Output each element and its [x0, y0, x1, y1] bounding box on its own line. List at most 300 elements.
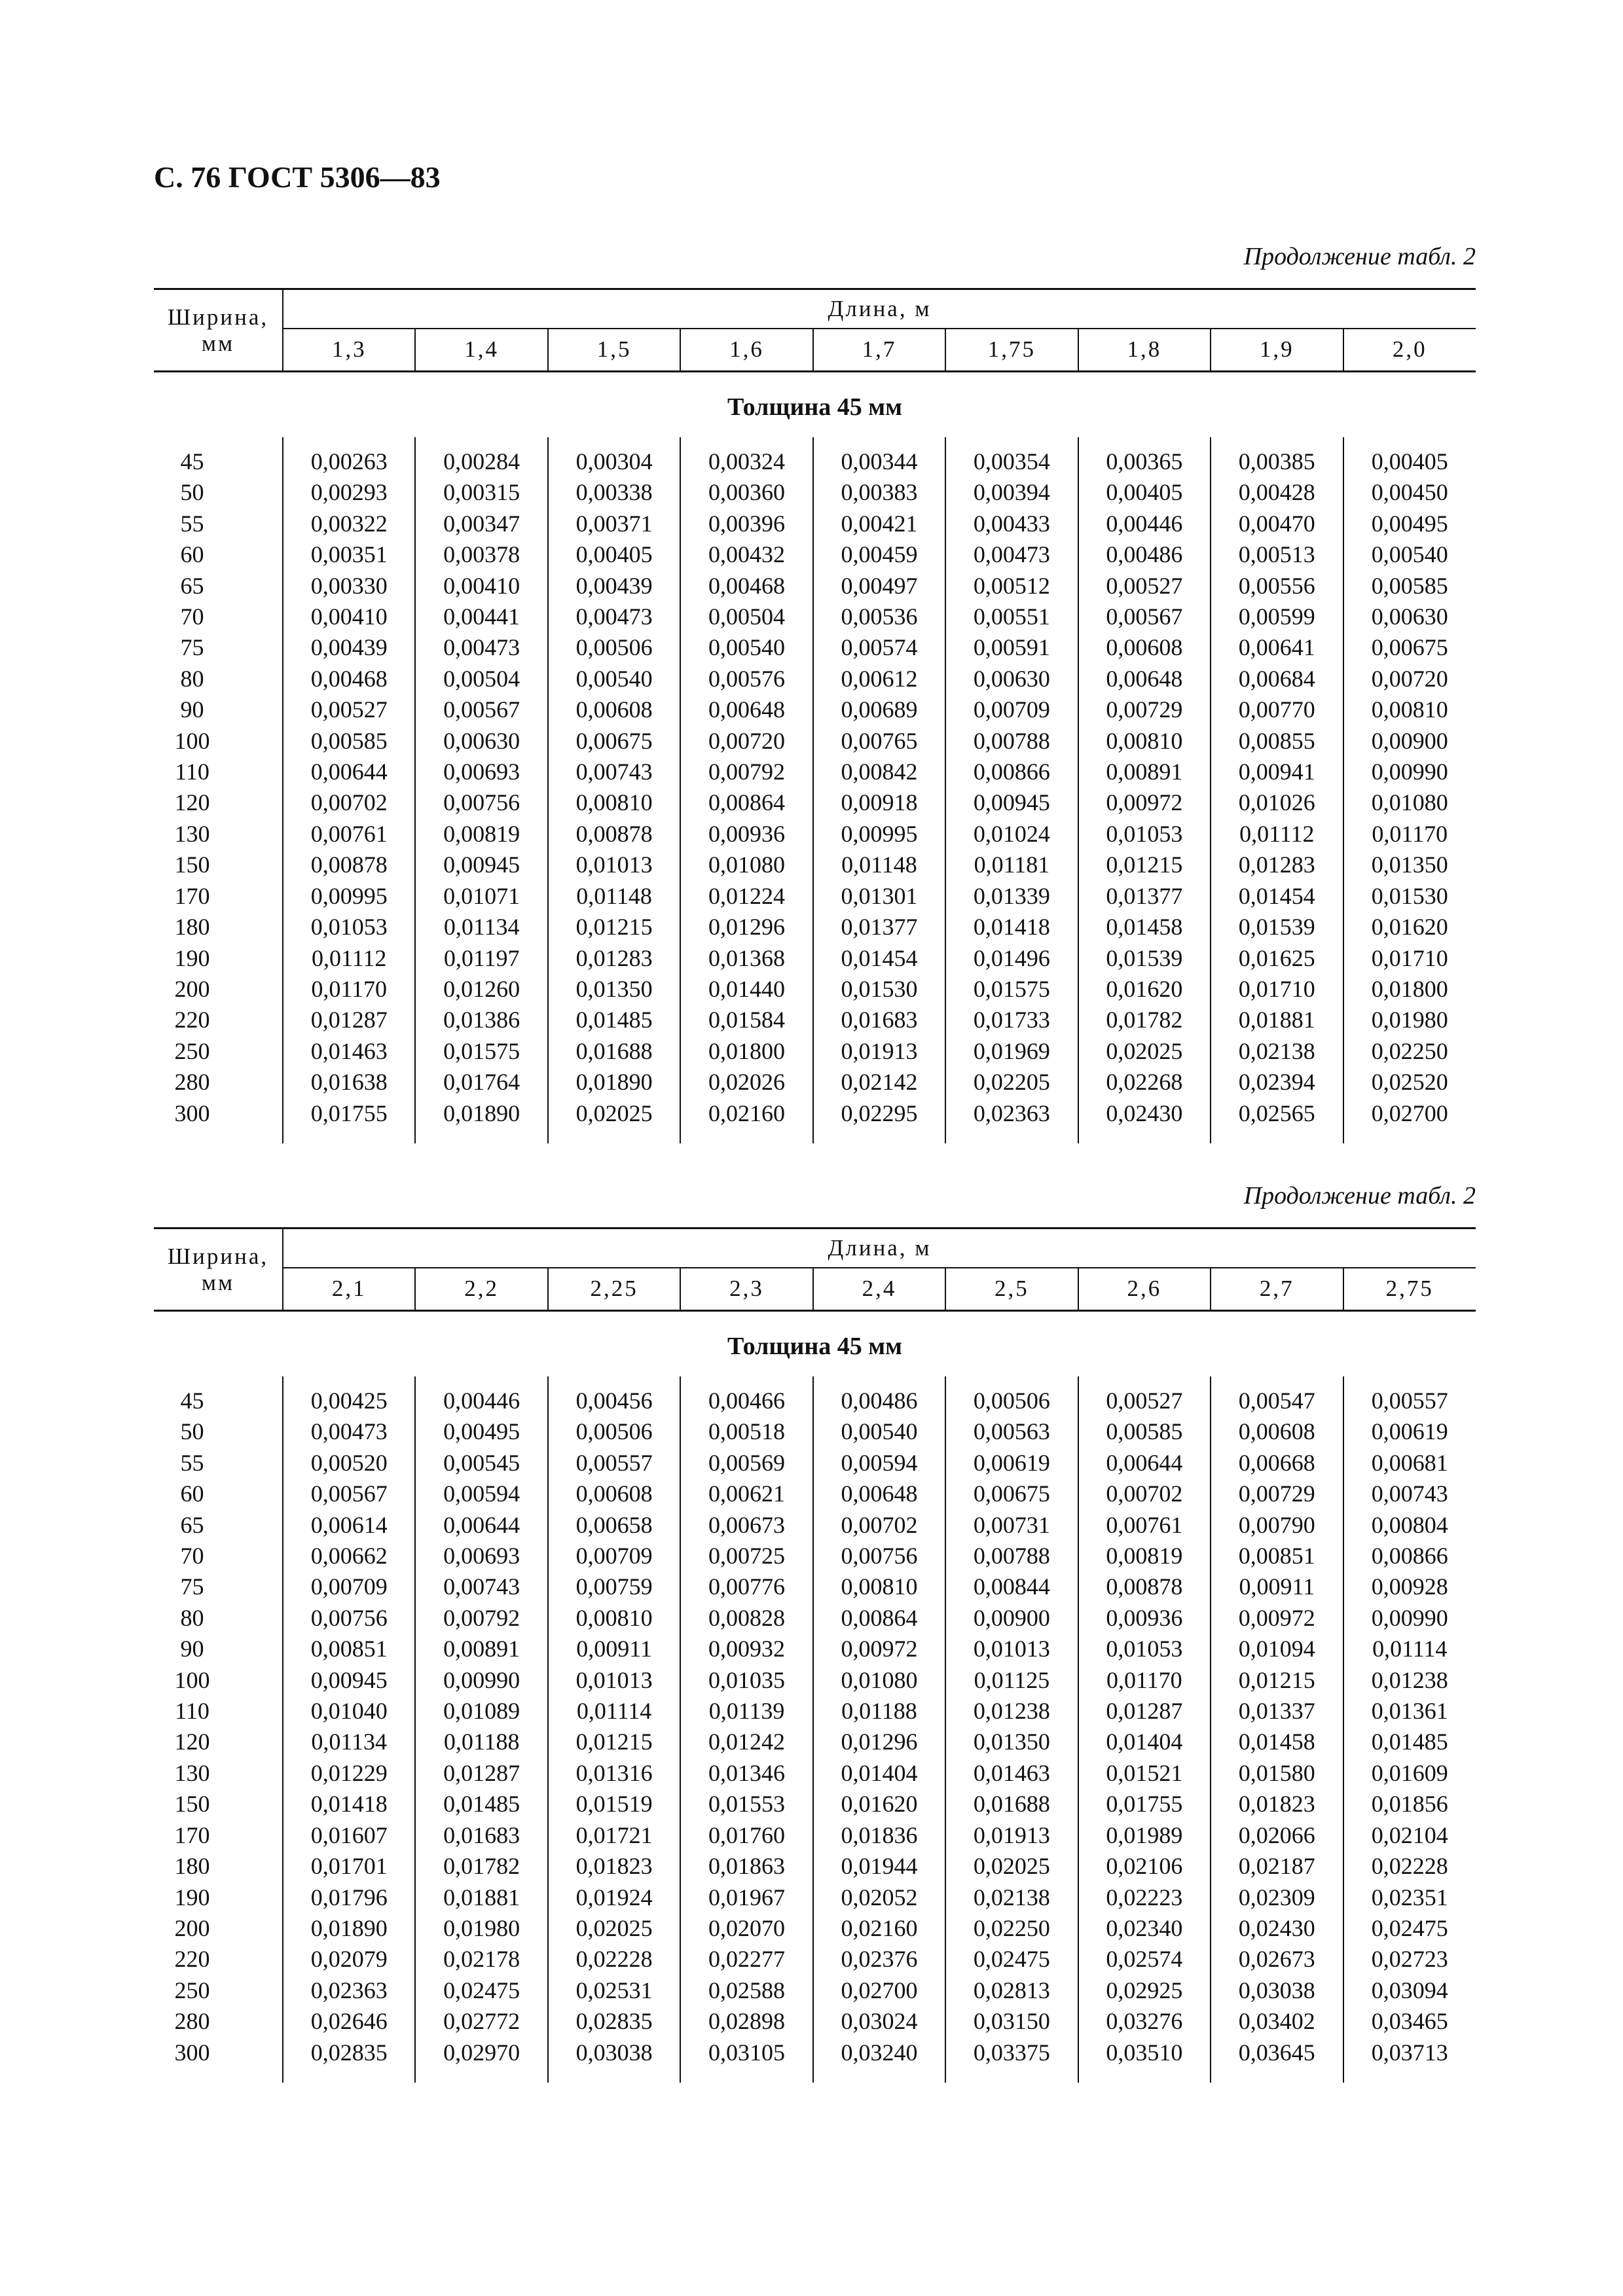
volume-cell: 0,01924 — [548, 1882, 680, 1913]
table-row — [154, 694, 1476, 725]
volume-cell: 0,00594 — [415, 1479, 547, 1509]
volume-cell: 0,02066 — [1211, 1820, 1343, 1851]
width-cell: 75 — [180, 634, 204, 661]
volume-cell: 0,03038 — [1211, 1975, 1343, 2006]
length-column-header: 2,3 — [680, 1268, 812, 1311]
volume-cell: 0,00540 — [680, 632, 812, 663]
volume-cell: 0,01607 — [283, 1820, 415, 1851]
width-cell: 45 — [180, 448, 204, 475]
volume-cell: 0,00945 — [283, 1665, 415, 1696]
volume-cell: 0,00468 — [283, 664, 415, 694]
volume-cell: 0,01215 — [1211, 1665, 1343, 1696]
length-column-header: 2,75 — [1343, 1268, 1476, 1311]
volume-cell: 0,00512 — [945, 571, 1078, 601]
volume-cell: 0,02026 — [680, 1067, 812, 1098]
volume-cell: 0,00756 — [415, 787, 547, 818]
volume-cell: 0,00720 — [1343, 664, 1476, 694]
volume-cell: 0,00743 — [548, 757, 680, 787]
volume-cell: 0,02574 — [1078, 1944, 1211, 1975]
width-cell: 170 — [174, 882, 210, 909]
volume-cell: 0,00459 — [813, 539, 945, 570]
length-column-header: 1,7 — [813, 329, 945, 372]
volume-cell: 0,00621 — [680, 1479, 812, 1509]
volume-cell: 0,02772 — [415, 2006, 547, 2037]
volume-cell: 0,01944 — [813, 1851, 945, 1882]
volume-cell: 0,02363 — [283, 1975, 415, 2006]
volume-cell: 0,02295 — [813, 1098, 945, 1143]
width-cell: 100 — [174, 1666, 210, 1693]
volume-cell: 0,00284 — [415, 437, 547, 477]
volume-cell: 0,01080 — [680, 850, 812, 880]
volume-cell: 0,01980 — [1343, 1005, 1476, 1035]
volume-cell: 0,00446 — [1078, 509, 1211, 539]
volume-cell: 0,00709 — [945, 694, 1078, 725]
volume-cell: 0,01823 — [1211, 1789, 1343, 1820]
volume-cell: 0,00675 — [548, 726, 680, 757]
volume-cell: 0,00630 — [415, 726, 547, 757]
volume-cell: 0,03375 — [945, 2037, 1078, 2083]
volume-cell: 0,01485 — [415, 1789, 547, 1820]
volume-cell: 0,01386 — [415, 1005, 547, 1035]
volume-cell: 0,01575 — [945, 974, 1078, 1005]
volume-cell: 0,01296 — [813, 1727, 945, 1757]
volume-cell: 0,00995 — [283, 881, 415, 912]
volume-cell: 0,01296 — [680, 912, 812, 942]
volume-cell: 0,00844 — [945, 1571, 1078, 1602]
volume-cell: 0,00932 — [680, 1634, 812, 1664]
volume-cell: 0,01710 — [1343, 943, 1476, 974]
volume-cell: 0,00504 — [415, 664, 547, 694]
volume-cell: 0,00608 — [1078, 632, 1211, 663]
volume-cell: 0,01856 — [1343, 1789, 1476, 1820]
volume-cell: 0,00995 — [813, 819, 945, 850]
volume-cell: 0,00941 — [1211, 757, 1343, 787]
volume-cell: 0,03150 — [945, 2006, 1078, 2037]
volume-cell: 0,01215 — [548, 912, 680, 942]
volume-cell: 0,01800 — [680, 1036, 812, 1067]
volume-cell: 0,02160 — [813, 1913, 945, 1944]
volume-cell: 0,00563 — [945, 1416, 1078, 1447]
volume-cell: 0,03094 — [1343, 1975, 1476, 2006]
length-column-header: 2,1 — [283, 1268, 415, 1311]
volume-cell: 0,00405 — [548, 539, 680, 570]
volume-cell: 0,00619 — [945, 1448, 1078, 1479]
width-cell: 170 — [174, 1821, 210, 1848]
header-row — [154, 289, 1476, 329]
volume-cell: 0,00518 — [680, 1416, 812, 1447]
volume-cell: 0,01350 — [548, 974, 680, 1005]
volume-cell: 0,02138 — [1211, 1036, 1343, 1067]
volume-cell: 0,00513 — [1211, 539, 1343, 570]
table-row — [154, 1098, 1476, 1143]
volume-cell: 0,01350 — [1343, 850, 1476, 880]
width-cell: 110 — [175, 759, 210, 785]
volume-cell: 0,00354 — [945, 437, 1078, 477]
volume-cell: 0,00770 — [1211, 694, 1343, 725]
volume-cell: 0,00557 — [548, 1448, 680, 1479]
lumber-volume-table-2 — [154, 1227, 1476, 2083]
volume-cell: 0,00410 — [415, 571, 547, 601]
volume-cell: 0,00599 — [1211, 601, 1343, 632]
volume-cell: 0,01013 — [548, 850, 680, 880]
volume-cell: 0,00866 — [945, 757, 1078, 787]
volume-cell: 0,00810 — [548, 1603, 680, 1634]
table-row — [154, 1416, 1476, 1447]
volume-cell: 0,00569 — [680, 1448, 812, 1479]
volume-cell: 0,00990 — [415, 1665, 547, 1696]
length-values-row — [154, 1268, 1476, 1311]
volume-cell: 0,01316 — [548, 1758, 680, 1789]
length-column-header: 1,75 — [945, 329, 1078, 372]
volume-cell: 0,00394 — [945, 477, 1078, 508]
volume-cell: 0,01521 — [1078, 1758, 1211, 1789]
volume-cell: 0,01215 — [548, 1727, 680, 1757]
volume-cell: 0,01013 — [548, 1665, 680, 1696]
table-continuation-caption: Продолжение табл. 2 — [1243, 1182, 1476, 1210]
table-row — [154, 2037, 1476, 2083]
table-row — [154, 819, 1476, 850]
volume-cell: 0,00819 — [415, 819, 547, 850]
volume-cell: 0,00608 — [548, 1479, 680, 1509]
table-row — [154, 1975, 1476, 2006]
volume-cell: 0,01913 — [813, 1036, 945, 1067]
volume-cell: 0,01224 — [680, 881, 812, 912]
table-row — [154, 1758, 1476, 1789]
volume-cell: 0,00551 — [945, 601, 1078, 632]
volume-cell: 0,00495 — [415, 1416, 547, 1447]
volume-cell: 0,00792 — [415, 1603, 547, 1634]
volume-cell: 0,00574 — [813, 632, 945, 663]
volume-cell: 0,00585 — [283, 726, 415, 757]
lumber-volume-table-1 — [154, 288, 1476, 1143]
width-cell: 250 — [174, 1977, 210, 2003]
volume-cell: 0,00405 — [1078, 477, 1211, 508]
volume-cell: 0,01989 — [1078, 1820, 1211, 1851]
volume-cell: 0,01053 — [283, 912, 415, 942]
volume-cell: 0,02025 — [945, 1851, 1078, 1882]
volume-cell: 0,00644 — [1078, 1448, 1211, 1479]
volume-cell: 0,00693 — [415, 757, 547, 787]
length-column-header: 1,3 — [283, 329, 415, 372]
volume-cell: 0,00347 — [415, 509, 547, 539]
volume-cell: 0,01733 — [945, 1005, 1078, 1035]
volume-cell: 0,01620 — [1343, 912, 1476, 942]
volume-cell: 0,02970 — [415, 2037, 547, 2083]
volume-cell: 0,02178 — [415, 1944, 547, 1975]
width-column-header: Ширина, мм — [154, 289, 283, 372]
volume-cell: 0,01260 — [415, 974, 547, 1005]
volume-cell: 0,01053 — [1078, 1634, 1211, 1664]
section-title: Толщина 45 мм — [727, 393, 903, 421]
volume-cell: 0,00383 — [813, 477, 945, 508]
volume-cell: 0,00945 — [415, 850, 547, 880]
volume-cell: 0,00936 — [680, 819, 812, 850]
volume-cell: 0,02104 — [1343, 1820, 1476, 1851]
volume-cell: 0,00304 — [548, 437, 680, 477]
volume-cell: 0,01242 — [680, 1727, 812, 1757]
volume-cell: 0,00702 — [283, 787, 415, 818]
volume-cell: 0,02925 — [1078, 1975, 1211, 2006]
volume-cell: 0,00385 — [1211, 437, 1343, 477]
volume-cell: 0,01080 — [813, 1665, 945, 1696]
table-row — [154, 1571, 1476, 1602]
volume-cell: 0,00433 — [945, 509, 1078, 539]
volume-cell: 0,00351 — [283, 539, 415, 570]
volume-cell: 0,00470 — [1211, 509, 1343, 539]
volume-cell: 0,00756 — [813, 1541, 945, 1571]
volume-cell: 0,00945 — [945, 787, 1078, 818]
header-row — [154, 1229, 1476, 1268]
volume-cell: 0,01112 — [283, 943, 415, 974]
volume-cell: 0,01440 — [680, 974, 812, 1005]
table-row — [154, 509, 1476, 539]
volume-cell: 0,01458 — [1078, 912, 1211, 942]
volume-cell: 0,00641 — [1211, 632, 1343, 663]
table-row — [154, 726, 1476, 757]
volume-cell: 0,00866 — [1343, 1541, 1476, 1571]
volume-cell: 0,02646 — [283, 2006, 415, 2037]
volume-cell: 0,00468 — [680, 571, 812, 601]
volume-cell: 0,02052 — [813, 1882, 945, 1913]
volume-cell: 0,02700 — [1343, 1098, 1476, 1143]
page-title: С. 76 ГОСТ 5306—83 — [154, 160, 441, 194]
volume-cell: 0,01683 — [415, 1820, 547, 1851]
volume-cell: 0,01188 — [813, 1696, 945, 1727]
volume-cell: 0,01539 — [1211, 912, 1343, 942]
volume-cell: 0,01496 — [945, 943, 1078, 974]
volume-cell: 0,00720 — [680, 726, 812, 757]
volume-cell: 0,00594 — [813, 1448, 945, 1479]
width-cell: 190 — [174, 944, 210, 971]
volume-cell: 0,00864 — [813, 1603, 945, 1634]
volume-cell: 0,02142 — [813, 1067, 945, 1098]
width-cell: 300 — [174, 2039, 210, 2066]
volume-cell: 0,00371 — [548, 509, 680, 539]
width-cell: 90 — [180, 696, 204, 723]
volume-cell: 0,00900 — [1343, 726, 1476, 757]
length-column-header: 2,2 — [415, 1268, 547, 1311]
width-cell: 75 — [180, 1573, 204, 1600]
volume-cell: 0,01890 — [415, 1098, 547, 1143]
volume-cell: 0,00891 — [1078, 757, 1211, 787]
volume-cell: 0,01463 — [283, 1036, 415, 1067]
width-cell: 150 — [174, 1791, 210, 1818]
volume-cell: 0,00891 — [415, 1634, 547, 1664]
table-row — [154, 437, 1476, 477]
table-row — [154, 1036, 1476, 1067]
width-cell: 130 — [174, 820, 210, 847]
section-title: Толщина 45 мм — [727, 1333, 903, 1360]
table-row — [154, 664, 1476, 694]
volume-cell: 0,01114 — [1343, 1634, 1476, 1664]
volume-cell: 0,01283 — [1211, 850, 1343, 880]
volume-cell: 0,02025 — [548, 1098, 680, 1143]
volume-cell: 0,02268 — [1078, 1067, 1211, 1098]
volume-cell: 0,03024 — [813, 2006, 945, 2037]
width-cell: 60 — [180, 541, 204, 568]
volume-cell: 0,01361 — [1343, 1696, 1476, 1727]
volume-cell: 0,01796 — [283, 1882, 415, 1913]
width-cell: 250 — [174, 1037, 210, 1064]
volume-cell: 0,01238 — [945, 1696, 1078, 1727]
volume-cell: 0,00536 — [813, 601, 945, 632]
volume-cell: 0,00864 — [680, 787, 812, 818]
width-cell: 80 — [180, 1604, 204, 1631]
volume-cell: 0,00709 — [548, 1541, 680, 1571]
volume-cell: 0,02223 — [1078, 1882, 1211, 1913]
volume-cell: 0,01181 — [945, 850, 1078, 880]
volume-cell: 0,02250 — [1343, 1036, 1476, 1067]
volume-cell: 0,00545 — [415, 1448, 547, 1479]
volume-cell: 0,01301 — [813, 881, 945, 912]
table-row — [154, 787, 1476, 818]
length-column-header: 1,5 — [548, 329, 680, 372]
volume-cell: 0,03402 — [1211, 2006, 1343, 2037]
volume-cell: 0,01701 — [283, 1851, 415, 1882]
volume-cell: 0,00725 — [680, 1541, 812, 1571]
volume-cell: 0,01580 — [1211, 1758, 1343, 1789]
volume-cell: 0,00441 — [415, 601, 547, 632]
volume-cell: 0,01094 — [1211, 1634, 1343, 1664]
volume-cell: 0,02309 — [1211, 1882, 1343, 1913]
volume-cell: 0,01170 — [1078, 1665, 1211, 1696]
volume-cell: 0,00702 — [813, 1510, 945, 1541]
volume-cell: 0,02835 — [548, 2006, 680, 2037]
volume-cell: 0,01584 — [680, 1005, 812, 1035]
volume-cell: 0,01519 — [548, 1789, 680, 1820]
volume-cell: 0,02475 — [1343, 1913, 1476, 1944]
volume-cell: 0,01881 — [415, 1882, 547, 1913]
volume-cell: 0,01782 — [415, 1851, 547, 1882]
table-row — [154, 943, 1476, 974]
volume-cell: 0,01040 — [283, 1696, 415, 1727]
width-cell: 100 — [174, 727, 210, 754]
width-cell: 200 — [174, 975, 210, 1002]
length-column-header: 1,8 — [1078, 329, 1211, 372]
volume-cell: 0,01530 — [813, 974, 945, 1005]
volume-cell: 0,00576 — [680, 664, 812, 694]
volume-cell: 0,00527 — [283, 694, 415, 725]
volume-cell: 0,00506 — [945, 1376, 1078, 1416]
volume-cell: 0,01454 — [1211, 881, 1343, 912]
volume-cell: 0,01485 — [548, 1005, 680, 1035]
length-group-header: Длина, м — [283, 289, 1476, 329]
volume-cell: 0,00743 — [1343, 1479, 1476, 1509]
volume-cell: 0,02160 — [680, 1098, 812, 1143]
volume-cell: 0,02070 — [680, 1913, 812, 1944]
volume-cell: 0,01350 — [945, 1727, 1078, 1757]
volume-cell: 0,00788 — [945, 726, 1078, 757]
volume-cell: 0,00675 — [1343, 632, 1476, 663]
table-row — [154, 1820, 1476, 1851]
volume-cell: 0,01638 — [283, 1067, 415, 1098]
width-cell: 200 — [174, 1914, 210, 1941]
width-cell: 280 — [174, 1069, 210, 1096]
volume-cell: 0,00540 — [548, 664, 680, 694]
volume-cell: 0,00619 — [1343, 1416, 1476, 1447]
length-values-row — [154, 329, 1476, 372]
table-row — [154, 974, 1476, 1005]
table-row — [154, 477, 1476, 508]
volume-cell: 0,00428 — [1211, 477, 1343, 508]
volume-cell: 0,00473 — [283, 1416, 415, 1447]
volume-cell: 0,02475 — [945, 1944, 1078, 1975]
volume-cell: 0,00608 — [1211, 1416, 1343, 1447]
volume-cell: 0,00344 — [813, 437, 945, 477]
volume-cell: 0,01625 — [1211, 943, 1343, 974]
width-cell: 90 — [180, 1636, 204, 1662]
volume-cell: 0,01418 — [283, 1789, 415, 1820]
volume-cell: 0,01112 — [1211, 819, 1343, 850]
volume-cell: 0,00911 — [1211, 1571, 1343, 1602]
width-cell: 65 — [180, 1511, 204, 1538]
volume-cell: 0,02340 — [1078, 1913, 1211, 1944]
volume-cell: 0,03713 — [1343, 2037, 1476, 2083]
width-cell: 280 — [174, 2008, 210, 2035]
volume-cell: 0,01485 — [1343, 1727, 1476, 1757]
table-row — [154, 632, 1476, 663]
volume-cell: 0,00693 — [415, 1541, 547, 1571]
volume-cell: 0,00648 — [1078, 664, 1211, 694]
volume-cell: 0,00644 — [283, 757, 415, 787]
table-row — [154, 1634, 1476, 1664]
volume-cell: 0,00315 — [415, 477, 547, 508]
volume-cell: 0,03240 — [813, 2037, 945, 2083]
table-row — [154, 1913, 1476, 1944]
volume-cell: 0,00810 — [1078, 726, 1211, 757]
width-cell: 50 — [180, 1418, 204, 1445]
volume-cell: 0,01053 — [1078, 819, 1211, 850]
width-cell: 120 — [174, 1729, 210, 1755]
width-cell: 70 — [180, 603, 204, 630]
volume-cell: 0,03510 — [1078, 2037, 1211, 2083]
table-row — [154, 1541, 1476, 1571]
volume-cell: 0,00918 — [813, 787, 945, 818]
volume-cell: 0,01238 — [1343, 1665, 1476, 1696]
volume-cell: 0,01148 — [548, 881, 680, 912]
width-cell: 80 — [180, 665, 204, 692]
volume-cell: 0,01287 — [283, 1005, 415, 1035]
volume-cell: 0,00396 — [680, 509, 812, 539]
volume-cell: 0,00506 — [548, 632, 680, 663]
volume-cell: 0,01035 — [680, 1665, 812, 1696]
length-column-header: 2,25 — [548, 1268, 680, 1311]
volume-cell: 0,01688 — [945, 1789, 1078, 1820]
volume-cell: 0,01969 — [945, 1036, 1078, 1067]
volume-cell: 0,00486 — [813, 1376, 945, 1416]
volume-cell: 0,01026 — [1211, 787, 1343, 818]
volume-cell: 0,02835 — [283, 2037, 415, 2083]
volume-cell: 0,01287 — [415, 1758, 547, 1789]
volume-cell: 0,02025 — [548, 1913, 680, 1944]
volume-cell: 0,01609 — [1343, 1758, 1476, 1789]
volume-cell: 0,00684 — [1211, 664, 1343, 694]
table-row — [154, 1789, 1476, 1820]
table-row — [154, 757, 1476, 787]
table-row — [154, 1851, 1476, 1882]
volume-cell: 0,00425 — [283, 1376, 415, 1416]
length-column-header: 2,5 — [945, 1268, 1078, 1311]
volume-cell: 0,02531 — [548, 1975, 680, 2006]
volume-cell: 0,00630 — [945, 664, 1078, 694]
section-row — [154, 1311, 1476, 1377]
table-row — [154, 1067, 1476, 1098]
volume-cell: 0,00567 — [1078, 601, 1211, 632]
volume-cell: 0,00608 — [548, 694, 680, 725]
volume-cell: 0,03645 — [1211, 2037, 1343, 2083]
width-cell: 65 — [180, 572, 204, 599]
volume-cell: 0,00432 — [680, 539, 812, 570]
